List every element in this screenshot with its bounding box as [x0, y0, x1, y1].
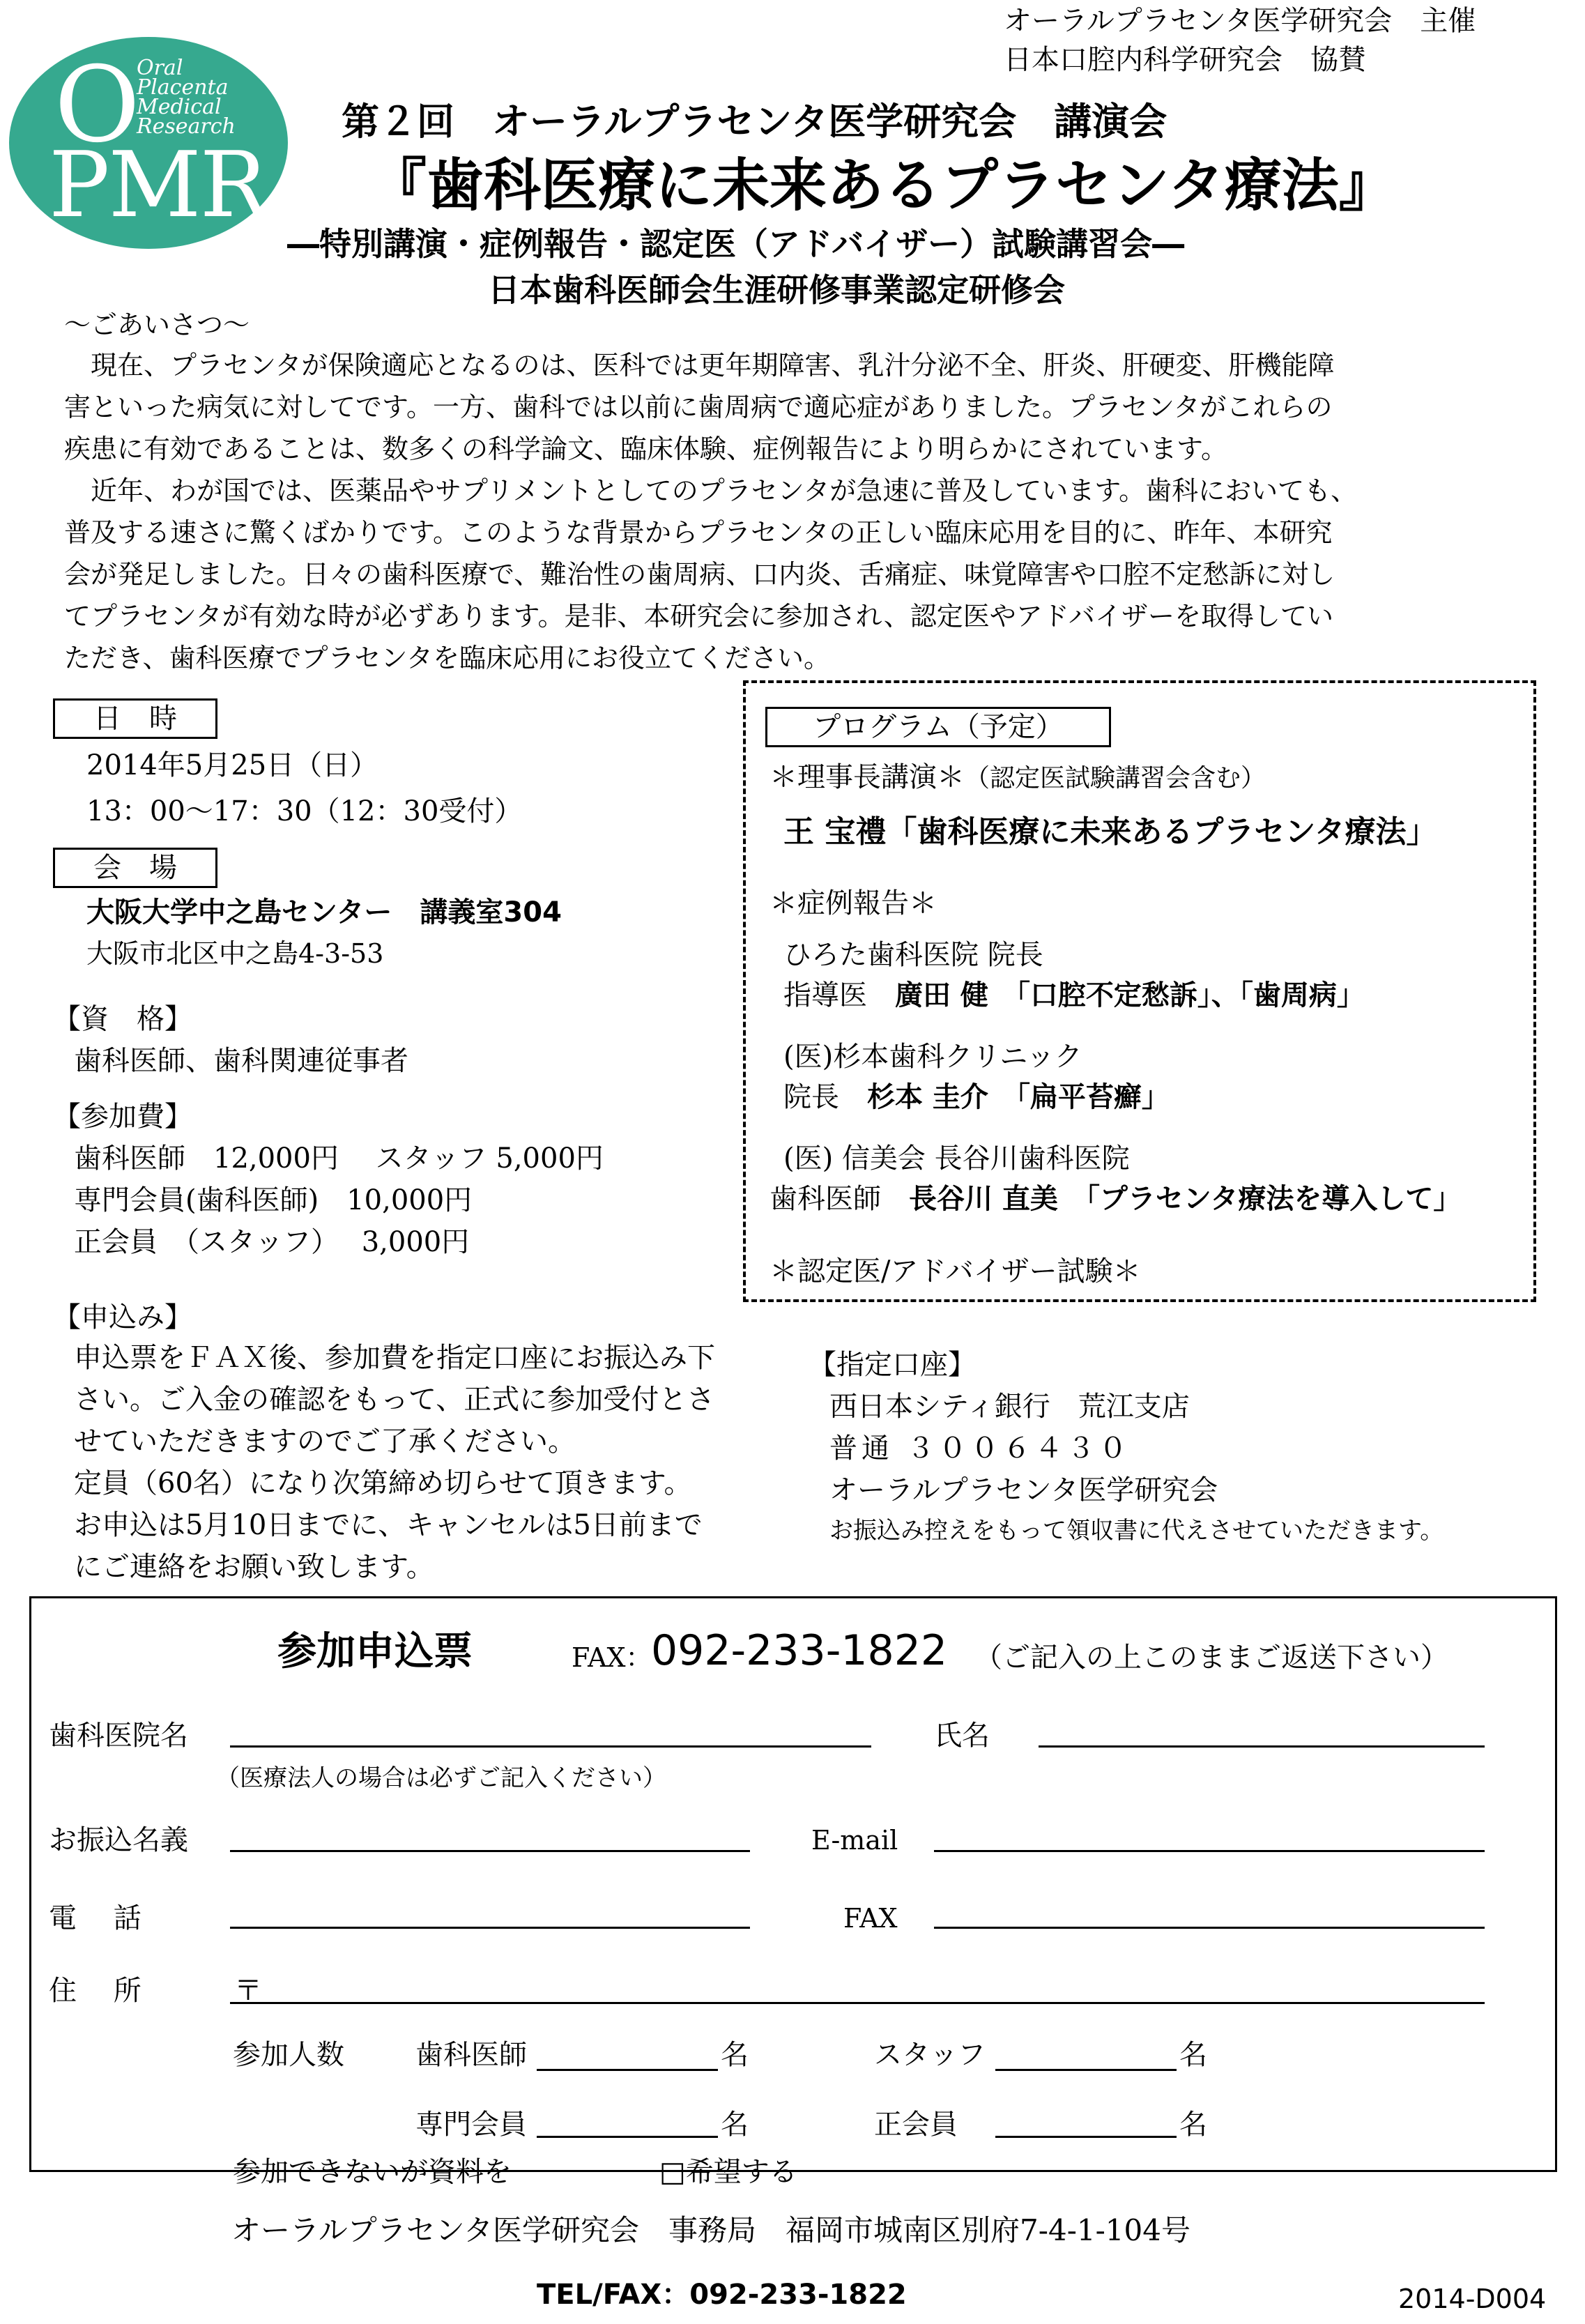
- pro-count-input[interactable]: [537, 2136, 718, 2138]
- bank-note: お振込み控えをもって領収書に代えさせていただきます。: [829, 1517, 1444, 1545]
- venue-address: 大阪市北区中之島4-3-53: [86, 938, 384, 969]
- doc-code: 2014-D004: [1398, 2284, 1547, 2314]
- materials-checkbox[interactable]: □希望する: [659, 2156, 797, 2188]
- venue-label: 会 場: [53, 848, 217, 888]
- form-fax-label: FAX：: [572, 1642, 652, 1673]
- pro-count-label: 専門会員: [415, 2109, 527, 2141]
- application-label: 【申込み】: [53, 1301, 192, 1333]
- postal-mark: 〒: [234, 1975, 262, 2007]
- main-title: 『歯科医療に未来あるプラセンタ療法』: [369, 152, 1396, 219]
- greeting-line: 会が発足しました。日々の歯科医療で、難治性の歯周病、口内炎、舌痛症、味覚障害や口腔不定愁訴に対し: [64, 559, 1335, 590]
- greeting-line: 近年、わが国では、医薬品やサプリメントとしてのプラセンタが急速に普及しています。歯科においても、: [64, 475, 1358, 506]
- footer-office: オーラルプラセンタ医学研究会 事務局 福岡市城南区別府7-4-1-104号: [231, 2213, 1190, 2247]
- form-title: 参加申込票: [277, 1629, 473, 1674]
- subtitle: ―特別講演・症例報告・認定医（アドバイザー）試験講習会―: [287, 225, 1185, 263]
- greeting-heading: ～ごあいさつ～: [64, 309, 250, 340]
- chair-lecture: 王 宝禮「歯科医療に未来あるプラセンタ療法」: [783, 814, 1437, 850]
- case3-speaker: 長谷川 直美: [909, 1183, 1058, 1215]
- bank-label: 【指定口座】: [809, 1349, 976, 1381]
- bank-account: 普通 ３００６４３０: [829, 1432, 1131, 1465]
- fee-line: 歯科医師 12,000円 スタッフ 5,000円: [74, 1142, 604, 1175]
- logo-letter-o: O: [54, 45, 140, 166]
- chair-note: （認定医試験講習会含む）: [965, 764, 1266, 793]
- certification-line: 日本歯科医師会生涯研修事業認定研修会: [488, 271, 1065, 309]
- application-line: 申込票をＦＡＸ後、参加費を指定口座にお振込み下: [74, 1342, 715, 1374]
- case1-speaker: 廣田 健: [895, 979, 988, 1011]
- logo-line-2: Placenta: [137, 75, 229, 100]
- form-fax-number: 092-233-1822: [651, 1626, 948, 1675]
- cases-heading: ＊症例報告＊: [769, 887, 937, 919]
- application-body: [74, 1337, 715, 1588]
- case1-line: [783, 974, 1365, 1016]
- application-line: さい。ご入金の確認をもって、正式に参加受付とさ: [74, 1384, 715, 1416]
- bank-holder: オーラルプラセンタ医学研究会: [829, 1474, 1218, 1506]
- clinic-note: （医療法人の場合は必ずご記入ください）: [216, 1764, 666, 1792]
- application-line: せていただきますのでご了承ください。: [74, 1425, 576, 1458]
- phone-label: 電 話: [49, 1902, 141, 1934]
- address-input[interactable]: [230, 2002, 1485, 2004]
- email-label: E-mail: [811, 1825, 898, 1856]
- fax-field-label: FAX: [843, 1903, 898, 1934]
- case1-role: 指導医: [783, 979, 867, 1011]
- greeting-line: ただき、歯科医療でプラセンタを臨床応用にお役立てください。: [64, 643, 830, 673]
- staff-count-input[interactable]: [995, 2069, 1177, 2071]
- form-fax-note: （ご記入の上このままご返送下さい）: [974, 1642, 1448, 1674]
- regular-unit: 名: [1179, 2109, 1207, 2141]
- qualification-text: 歯科医師、歯科関連従事者: [74, 1045, 408, 1077]
- bank-name: 西日本シティ銀行 荒江支店: [829, 1391, 1190, 1423]
- greeting-body: [64, 344, 1542, 679]
- application-line: 定員（60名）になり次第締め切らせて頂きます。: [74, 1467, 692, 1499]
- case3-role: 歯科医師: [769, 1183, 881, 1215]
- transfer-input[interactable]: [230, 1850, 750, 1852]
- greeting-line: 疾患に有効であることは、数多くの科学論文、臨床体験、症例報告により明らかにされています。: [64, 434, 1227, 464]
- qualification-label: 【資 格】: [53, 1003, 192, 1035]
- transfer-label: お振込名義: [49, 1824, 188, 1856]
- fee-line: 専門会員(歯科医師) 10,000円: [74, 1184, 473, 1216]
- logo-line-4: Research: [137, 114, 236, 139]
- count-label: 参加人数: [233, 2039, 344, 2071]
- case2-speaker: 杉本 圭介: [867, 1081, 988, 1113]
- materials-label: 参加できないが資料を: [233, 2156, 512, 2188]
- event-date: 2014年5月25日（日）: [86, 749, 378, 781]
- opmr-logo: [6, 28, 291, 251]
- case2-org: (医)杉本歯科クリニック: [783, 1041, 1082, 1073]
- address-label: 住 所: [49, 1975, 141, 2007]
- greeting-line: 現在、プラセンタが保険適応となるのは、医科では更年期障害、乳汁分泌不全、肝炎、肝硬変、肝機能障: [64, 350, 1335, 381]
- pro-unit: 名: [721, 2109, 749, 2141]
- exam-note: ＊認定医/アドバイザー試験＊: [769, 1255, 1141, 1287]
- case3-line: [769, 1178, 1461, 1220]
- staff-count-label: スタッフ: [874, 2039, 986, 2071]
- organizer-sponsor: 日本口腔内科学研究会 協賛: [1004, 44, 1366, 76]
- staff-unit: 名: [1179, 2039, 1207, 2071]
- lecture-heading: 第２回 オーラルプラセンタ医学研究会 講演会: [342, 100, 1167, 144]
- fee-line: 正会員 （スタッフ） 3,000円: [74, 1226, 470, 1258]
- name-label: 氏名: [934, 1720, 990, 1752]
- case2-title: 「扁平苔癬」: [1016, 1081, 1170, 1113]
- greeting-line: 害といった病気に対してです。一方、歯科では以前に歯周病で適応症がありました。プラセンタがこれらの: [64, 392, 1333, 422]
- phone-input[interactable]: [230, 1927, 750, 1929]
- datetime-label: 日 時: [53, 698, 217, 739]
- event-time: 13：00～17：30（12：30受付）: [86, 795, 523, 827]
- fax-input[interactable]: [934, 1927, 1485, 1929]
- dentist-count-input[interactable]: [537, 2069, 718, 2071]
- greeting-line: てプラセンタが有効な時が必ずあります。是非、本研究会に参加され、認定医やアドバイザーを取得してい: [64, 601, 1333, 632]
- logo-line-3: Medical: [137, 95, 222, 119]
- case2-line: [783, 1076, 1170, 1118]
- logo-letters-pmr: PMR: [49, 132, 267, 238]
- fee-label: 【参加費】: [53, 1101, 192, 1133]
- case1-title: 「口腔不定愁訴」、「歯周病」: [1016, 979, 1365, 1011]
- dentist-count-label: 歯科医師: [415, 2039, 527, 2071]
- case1-org: ひろた歯科医院 院長: [783, 939, 1043, 971]
- case3-title: 「プラセンタ療法を導入して」: [1085, 1183, 1462, 1215]
- clinic-label: 歯科医院名: [49, 1720, 188, 1752]
- logo-line-1: Oral: [137, 56, 183, 80]
- case2-role: 院長: [783, 1081, 839, 1113]
- program-chair: [769, 756, 1266, 800]
- dentist-unit: 名: [721, 2039, 749, 2071]
- program-label: プログラム（予定）: [765, 707, 1111, 747]
- application-line: にご連絡をお願い致します。: [74, 1551, 434, 1583]
- name-input[interactable]: [1039, 1745, 1485, 1748]
- chair-heading: ＊理事長講演＊: [769, 761, 965, 793]
- case3-org: (医) 信美会 長谷川歯科医院: [783, 1142, 1130, 1175]
- email-input[interactable]: [934, 1850, 1485, 1852]
- clinic-input[interactable]: [230, 1745, 871, 1748]
- greeting-line: 普及する速さに驚くばかりです。このような背景からプラセンタの正しい臨床応用を目的に、昨年、本研究: [64, 517, 1333, 548]
- application-form: [29, 1596, 1557, 2172]
- regular-count-label: 正会員: [874, 2109, 958, 2141]
- venue-name: 大阪大学中之島センター 講義室304: [86, 896, 562, 928]
- footer-telfax: TEL/FAX：092-233-1822: [537, 2279, 907, 2311]
- regular-count-input[interactable]: [995, 2136, 1177, 2138]
- application-line: お申込は5月10日までに、キャンセルは5日前まで: [74, 1509, 703, 1541]
- organizer-host: オーラルプラセンタ医学研究会 主催: [1004, 5, 1476, 37]
